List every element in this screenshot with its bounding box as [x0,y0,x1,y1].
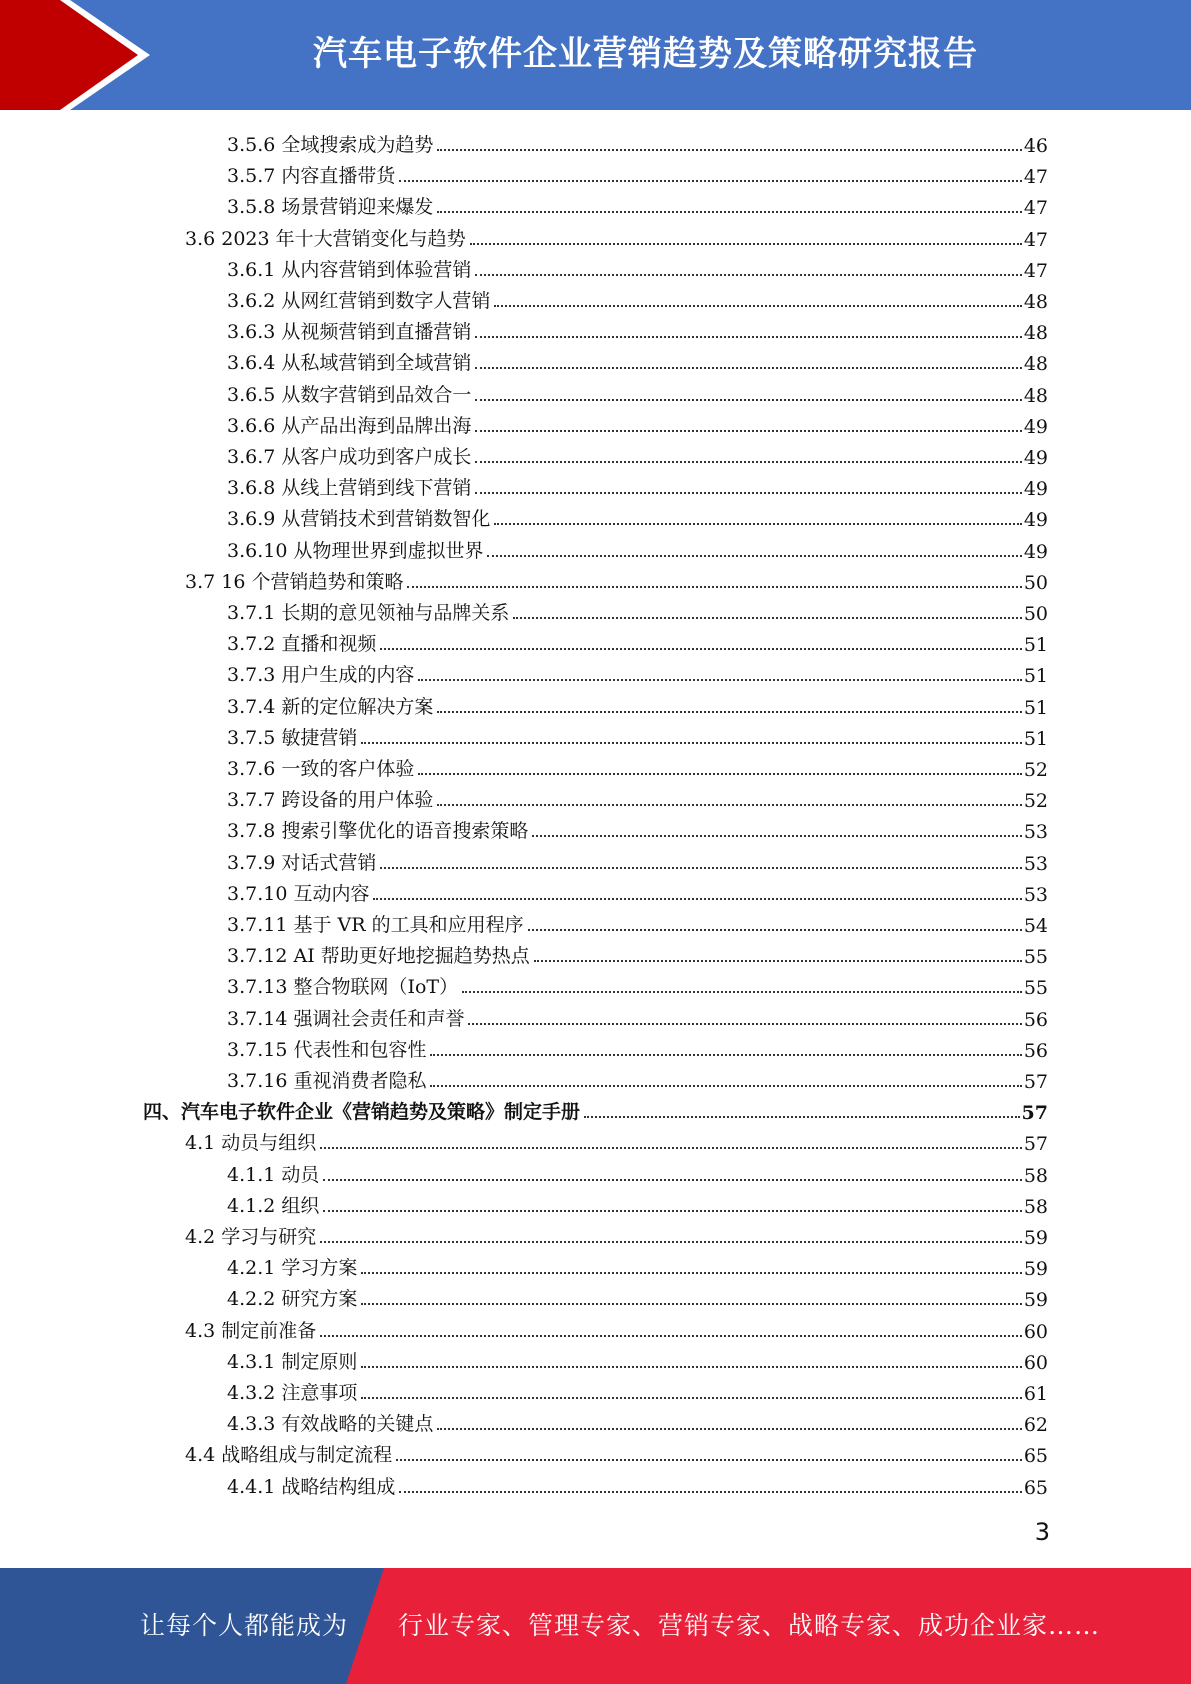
toc-entry-label: 3.7.2 直播和视频 [227,633,377,656]
toc-entry-label: 3.7.11 基于 VR 的工具和应用程序 [227,914,524,936]
toc-leader-dots [475,336,1021,338]
toc-leader-dots [320,1241,1022,1243]
toc-leader-dots [399,1491,1021,1493]
toc-entry[interactable] [185,1219,1048,1249]
toc-entry-page: 56 [1023,1008,1048,1031]
toc-leader-dots [361,742,1021,744]
toc-leader-dots [534,960,1022,962]
toc-entry[interactable] [227,1188,1048,1218]
toc-entry[interactable] [227,127,1048,157]
toc-entry-label: 3.7.7 跨设备的用户体验 [227,789,434,812]
toc-entry[interactable] [143,1094,1048,1124]
toc-leader-dots [361,1272,1021,1274]
toc-entry[interactable] [227,533,1048,563]
toc-entry-page: 51 [1023,727,1048,750]
toc-entry-label: 4.2.1 学习方案 [227,1257,358,1280]
toc-entry-label: 3.6.8 从线上营销到线下营销 [227,477,472,500]
toc-leader-dots [584,1116,1020,1118]
toc-entry[interactable] [227,1032,1048,1062]
toc-entry-label: 3.6.5 从数字营销到品效合一 [227,383,472,406]
toc-entry-label: 3.6.3 从视频营销到直播营销 [227,321,472,344]
toc-entry-page: 47 [1023,259,1048,282]
toc-leader-dots [528,929,1022,931]
toc-entry-label: 4.4.1 战略结构组成 [227,1475,396,1498]
toc-entry-page: 46 [1023,135,1048,157]
document-title: 汽车电子软件企业营销趋势及策略研究报告 [313,34,978,74]
toc-leader-dots [475,430,1021,432]
toc-entry-label: 3.7.16 重视消费者隐私 [227,1070,427,1092]
toc-entry-label: 3.7.14 强调社会责任和声誉 [227,1007,465,1030]
toc-entry[interactable] [227,470,1048,500]
toc-entry-page: 59 [1023,1227,1048,1249]
toc-leader-dots [323,1179,1021,1181]
toc-entry-label: 4.3.3 有效战略的关键点 [227,1413,434,1436]
toc-entry[interactable] [185,1437,1048,1467]
toc-entry[interactable] [227,626,1048,656]
toc-entry-label: 3.6.6 从产品出海到品牌出海 [227,414,472,437]
toc-entry-label: 3.7.4 新的定位解决方案 [227,695,434,718]
toc-leader-dots [475,399,1021,401]
toc-entry[interactable] [227,1469,1048,1499]
toc-entry-label: 3.7.15 代表性和包容性 [227,1038,427,1061]
toc-entry-page: 48 [1023,353,1048,376]
toc-leader-dots [494,523,1021,525]
toc-entry-page: 49 [1023,415,1048,438]
toc-leader-dots [361,1366,1021,1368]
toc-entry-page: 57 [1021,1102,1048,1125]
toc-entry-label: 3.5.7 内容直播带货 [227,165,396,188]
toc-leader-dots [320,1335,1022,1337]
toc-leader-dots [462,991,1022,993]
toc-entry[interactable] [227,595,1048,625]
toc-entry-page: 52 [1023,759,1048,781]
toc-entry-page: 49 [1023,509,1048,532]
toc-entry[interactable] [227,1063,1048,1093]
toc-entry-label: 四、汽车电子软件企业《营销趋势及策略》制定手册 [143,1101,581,1124]
toc-leader-dots [470,243,1022,245]
toc-entry[interactable] [227,408,1048,438]
toc-entry-page: 47 [1023,197,1048,220]
toc-entry-label: 3.7 16 个营销趋势和策略 [185,570,404,593]
toc-entry-label: 4.3.1 制定原则 [227,1350,358,1373]
toc-leader-dots [418,773,1021,775]
toc-entry[interactable] [227,345,1048,375]
toc-entry[interactable] [227,252,1048,282]
toc-entry[interactable] [227,189,1048,219]
toc-leader-dots [361,1397,1021,1399]
toc-leader-dots [418,679,1021,681]
toc-leader-dots [399,180,1021,182]
toc-entry-label: 4.1.2 组织 [227,1194,320,1217]
toc-entry-label: 3.6 2023 年十大营销变化与趋势 [185,227,466,250]
page-header [0,0,1191,110]
toc-entry-page: 55 [1023,946,1048,969]
toc-leader-dots [380,867,1021,869]
toc-entry-label: 3.6.10 从物理世界到虚拟世界 [227,539,484,562]
toc-entry[interactable] [227,969,1048,999]
toc-entry[interactable] [227,158,1048,188]
toc-entry-page: 65 [1023,1445,1048,1468]
toc-entry-label: 4.1 动员与组织 [185,1132,317,1155]
toc-entry[interactable] [227,813,1048,843]
toc-entry[interactable] [185,1125,1048,1155]
toc-entry-page: 50 [1023,603,1048,625]
toc-leader-dots [361,1303,1021,1305]
toc-entry-page: 49 [1023,478,1048,501]
toc-entry-page: 58 [1023,1195,1048,1218]
toc-leader-dots [437,211,1021,213]
toc-entry[interactable] [227,782,1048,812]
toc-entry-page: 47 [1023,228,1048,251]
toc-entry-page: 56 [1023,1039,1048,1062]
toc-entry-page: 60 [1023,1351,1048,1374]
toc-leader-dots [475,274,1021,276]
toc-entry-page: 50 [1023,571,1048,594]
toc-entry-page: 60 [1023,1320,1048,1343]
toc-entry[interactable] [227,938,1048,968]
toc-leader-dots [475,492,1021,494]
toc-entry-page: 51 [1023,696,1048,719]
toc-entry-page: 61 [1023,1383,1048,1405]
toc-entry[interactable] [227,1375,1048,1405]
toc-entry[interactable] [227,657,1048,687]
toc-leader-dots [468,1023,1021,1025]
toc-entry-page: 53 [1023,821,1048,844]
chevron-arrow-icon [0,0,160,110]
toc-leader-dots [437,804,1021,806]
toc-entry-label: 3.7.8 搜索引擎优化的语音搜索策略 [227,820,529,843]
toc-entry[interactable] [227,1250,1048,1280]
toc-entry[interactable] [227,876,1048,906]
toc-entry-label: 3.7.6 一致的客户体验 [227,758,415,780]
toc-entry-label: 3.6.4 从私域营销到全域营销 [227,352,472,375]
toc-leader-dots [407,586,1021,588]
toc-leader-dots [494,305,1021,307]
toc-entry-label: 3.7.12 AI 帮助更好地挖掘趋势热点 [227,945,530,968]
toc-entry[interactable] [185,221,1048,251]
toc-leader-dots [396,1459,1022,1461]
toc-leader-dots [323,1210,1021,1212]
toc-entry[interactable] [227,1157,1048,1187]
toc-leader-dots [487,555,1021,557]
toc-entry-page: 59 [1023,1289,1048,1312]
toc-leader-dots [532,835,1021,837]
toc-leader-dots [430,1054,1021,1056]
toc-entry-page: 53 [1023,852,1048,875]
toc-leader-dots [437,1428,1021,1430]
toc-leader-dots [320,1147,1022,1149]
toc-entry[interactable] [227,1281,1048,1311]
toc-entry[interactable] [185,564,1048,594]
toc-entry[interactable] [227,845,1048,875]
toc-entry-label: 3.7.3 用户生成的内容 [227,664,415,687]
toc-entry-page: 52 [1023,790,1048,813]
toc-entry[interactable] [227,907,1048,937]
footer-slogan-right: 行业专家、管理专家、营销专家、战略专家、成功企业家…… [398,1611,1101,1640]
toc-leader-dots [475,367,1021,369]
toc-entry-page: 54 [1023,915,1048,937]
toc-entry[interactable] [227,720,1048,750]
toc-leader-dots [437,711,1021,713]
toc-entry-page: 51 [1023,634,1048,657]
page-number: 3 [1034,1518,1050,1546]
toc-entry[interactable] [227,377,1048,407]
toc-entry-label: 3.7.5 敏捷营销 [227,726,358,749]
toc-entry[interactable] [227,314,1048,344]
toc-entry-label: 3.5.6 全域搜索成为趋势 [227,134,434,156]
toc-entry-label: 4.2.2 研究方案 [227,1288,358,1311]
toc-entry-label: 4.4 战略组成与制定流程 [185,1444,393,1467]
toc-entry-label: 3.6.2 从网红营销到数字人营销 [227,290,491,312]
toc-leader-dots [373,898,1021,900]
toc-leader-dots [430,1085,1021,1087]
toc-entry-page: 47 [1023,166,1048,189]
toc-entry-label: 4.3 制定前准备 [185,1319,317,1342]
toc-leader-dots [475,461,1021,463]
toc-entry-page: 59 [1023,1258,1048,1281]
page-footer [0,1568,1191,1684]
toc-entry[interactable] [185,1313,1048,1343]
toc-entry-page: 57 [1023,1071,1048,1093]
toc-entry-page: 57 [1023,1133,1048,1156]
toc-leader-dots [380,648,1021,650]
toc-entry[interactable] [227,1001,1048,1031]
toc-entry-label: 3.7.13 整合物联网（IoT） [227,976,459,999]
toc-entry-page: 58 [1023,1164,1048,1187]
toc-entry-page: 55 [1023,977,1048,1000]
toc-entry-page: 51 [1023,665,1048,688]
footer-slogan-left: 让每个人都能成为 [140,1611,349,1640]
toc-entry[interactable] [227,1406,1048,1436]
toc-entry-page: 65 [1023,1476,1048,1499]
toc-entry-page: 48 [1023,291,1048,313]
toc-entry-page: 53 [1023,883,1048,906]
toc-entry[interactable] [227,751,1048,781]
toc-entry-label: 4.2 学习与研究 [185,1226,317,1248]
toc-entry[interactable] [227,1344,1048,1374]
toc-entry-page: 49 [1023,447,1048,469]
toc-entry-label: 3.7.9 对话式营销 [227,851,377,874]
toc-entry-label: 3.7.1 长期的意见领袖与品牌关系 [227,602,510,624]
toc-entry-label: 3.5.8 场景营销迎来爆发 [227,196,434,219]
toc-entry-label: 3.6.1 从内容营销到体验营销 [227,258,472,281]
toc-entry[interactable] [227,689,1048,719]
toc-entry[interactable] [227,283,1048,313]
toc-leader-dots [437,149,1021,151]
toc-entry-label: 4.3.2 注意事项 [227,1382,358,1404]
toc-entry-page: 48 [1023,384,1048,407]
toc-entry-label: 3.7.10 互动内容 [227,882,370,905]
toc-entry-label: 4.1.1 动员 [227,1163,320,1186]
toc-entry-label: 3.6.9 从营销技术到营销数智化 [227,508,491,531]
toc-entry-page: 48 [1023,322,1048,345]
toc-leader-dots [513,617,1021,619]
toc-entry-label: 3.6.7 从客户成功到客户成长 [227,446,472,468]
toc-entry[interactable] [227,439,1048,469]
toc-entry-page: 62 [1023,1414,1048,1437]
toc-entry-page: 49 [1023,540,1048,563]
toc-entry[interactable] [227,501,1048,531]
